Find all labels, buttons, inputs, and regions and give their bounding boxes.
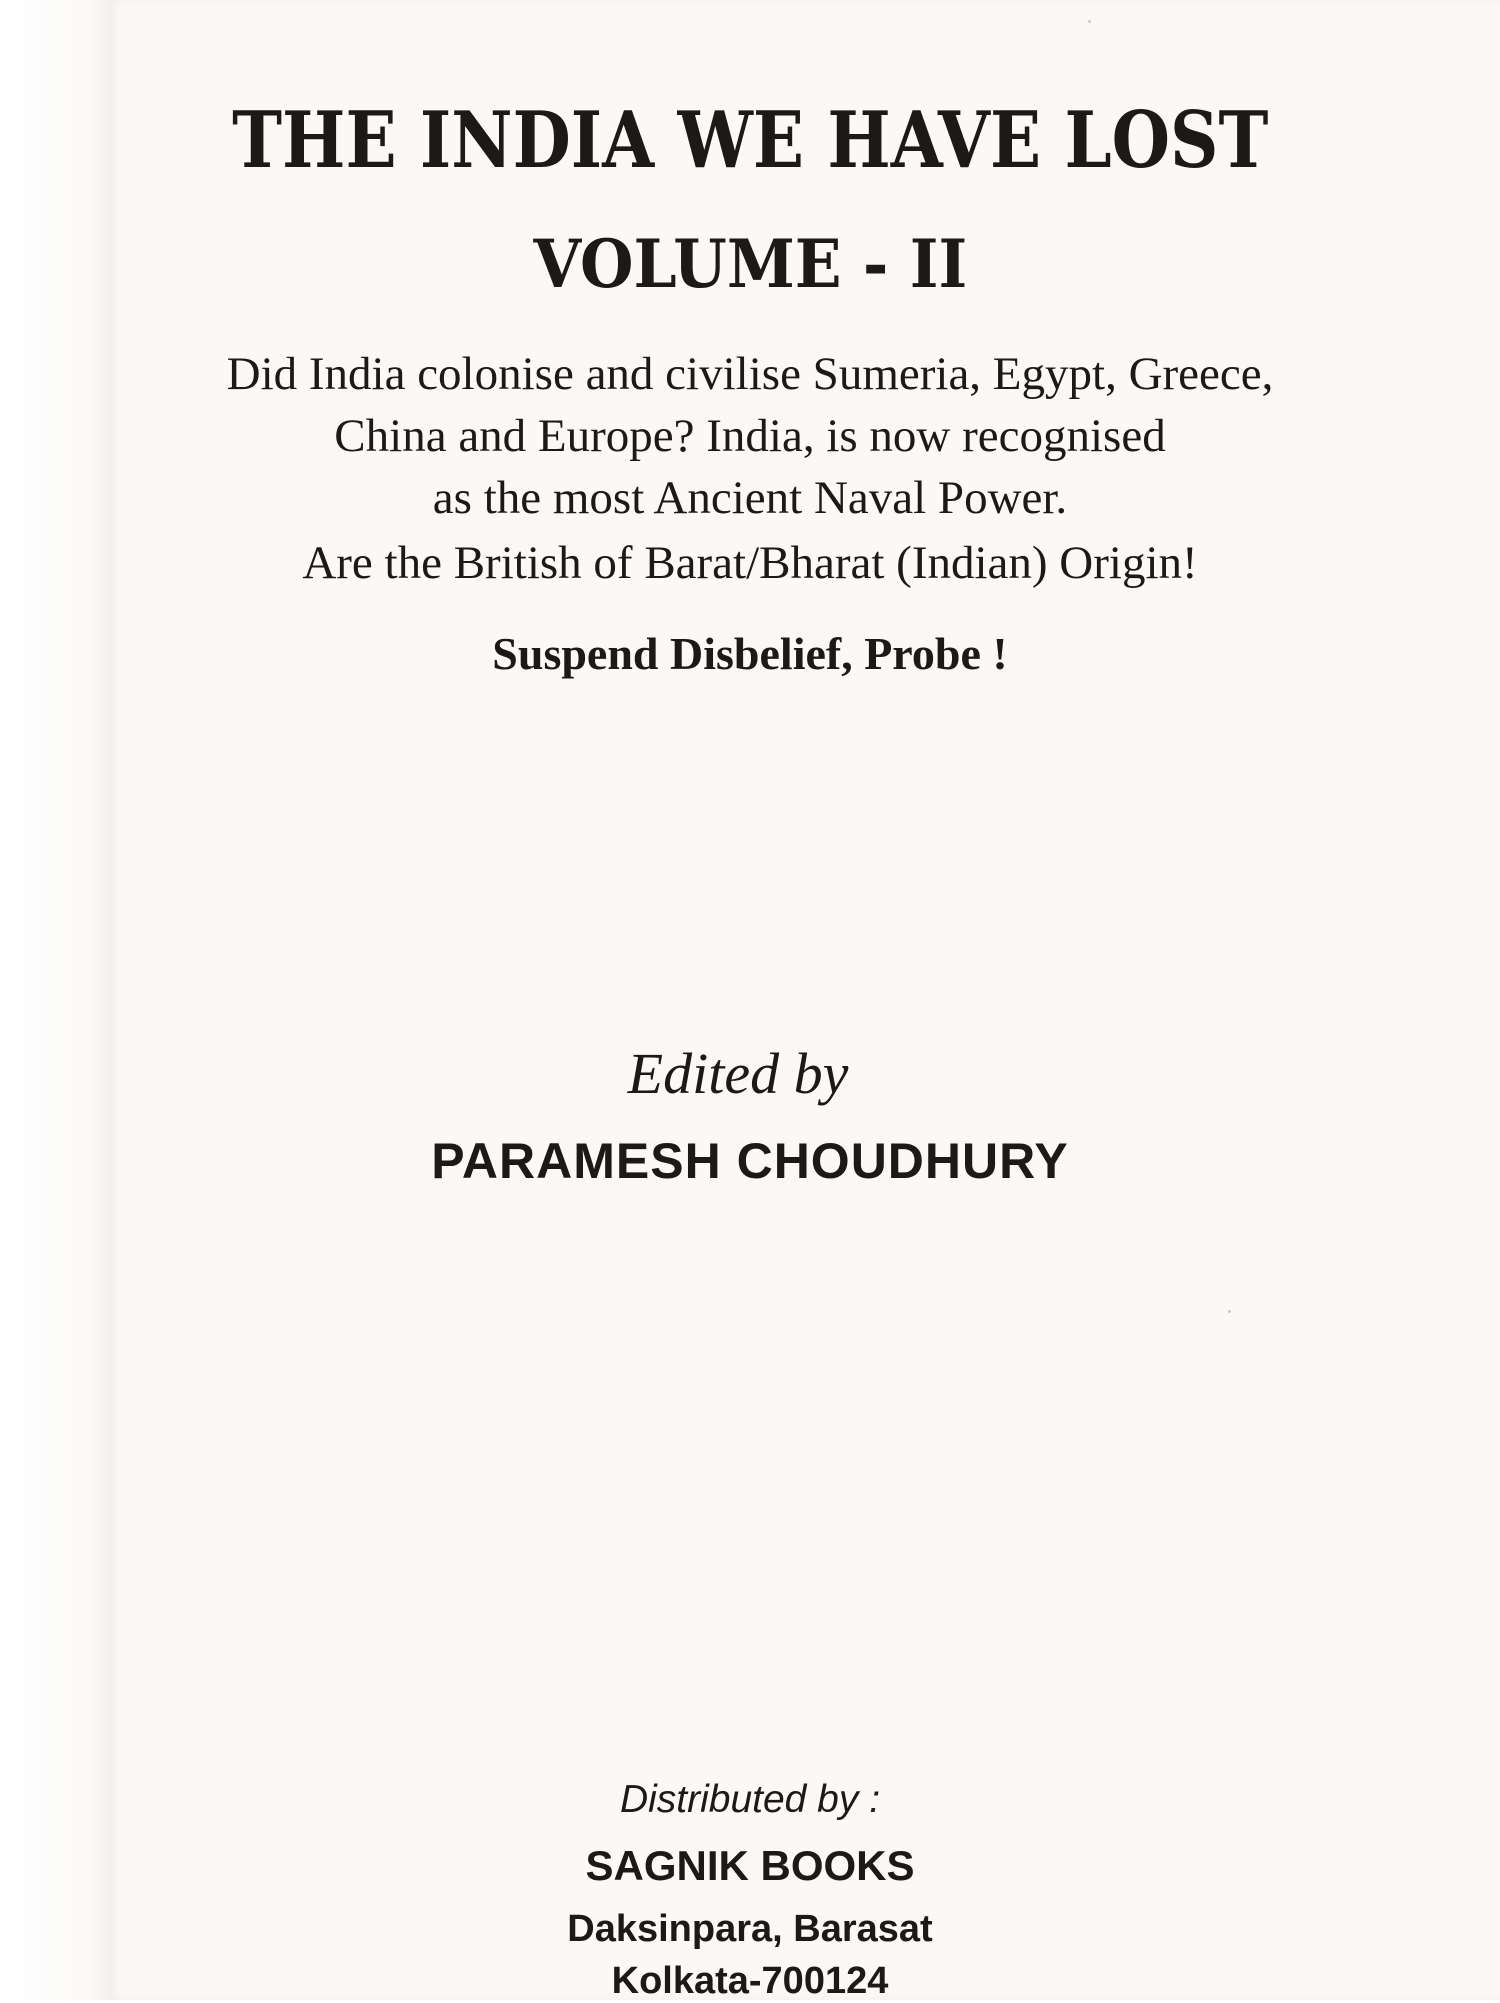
- description-line: China and Europe? India, is now recognised: [334, 410, 1166, 462]
- publisher-address-line1: Daksinpara, Barasat: [567, 1908, 933, 1950]
- tagline: Suspend Disbelief, Probe !: [492, 628, 1008, 679]
- publisher-address-line2: Kolkata-700124: [611, 1960, 889, 2002]
- description-line: as the most Ancient Naval Power.: [432, 472, 1068, 524]
- edited-by-label: Edited by: [627, 1041, 849, 1106]
- paper-speck: [1088, 20, 1091, 23]
- paper-speck: [1228, 1310, 1231, 1313]
- distributed-by-label: Distributed by :: [619, 1778, 881, 1821]
- description-line: Are the British of Barat/Bharat (Indian) Origin!: [302, 537, 1198, 589]
- editor-name: PARAMESH CHOUDHURY: [431, 1133, 1069, 1189]
- description-line: Did India colonise and civilise Sumeria, Egypt, Greece,: [226, 348, 1274, 400]
- volume-label: VOLUME - II: [533, 225, 968, 303]
- publisher-name: SAGNIK BOOKS: [585, 1842, 915, 1889]
- book-title: THE INDIA WE HAVE LOST: [232, 95, 1269, 186]
